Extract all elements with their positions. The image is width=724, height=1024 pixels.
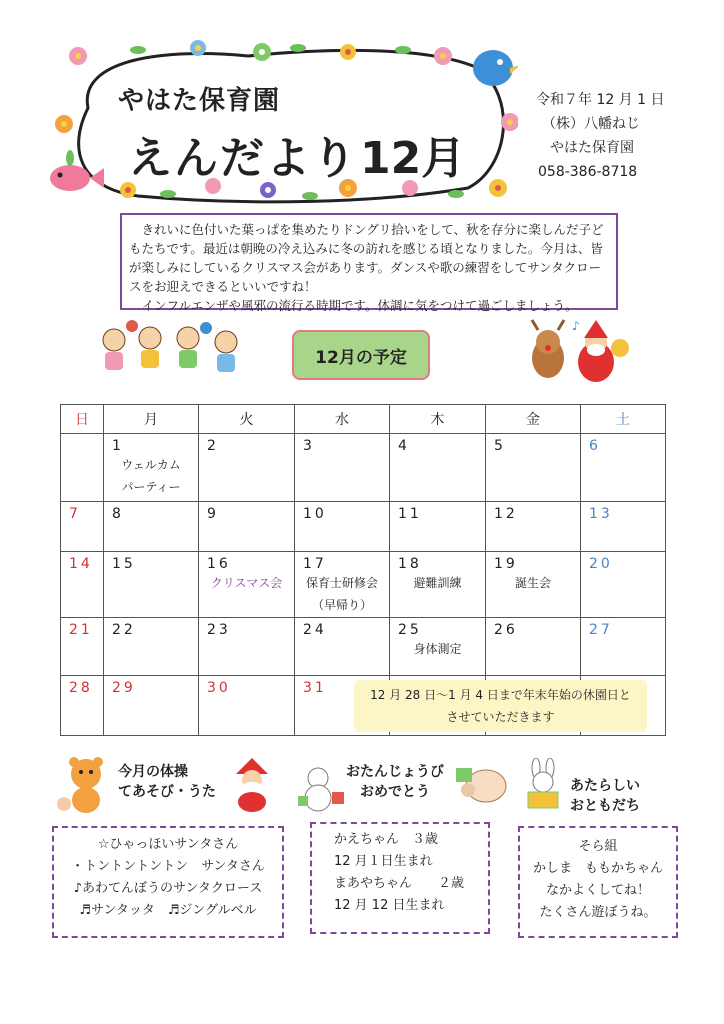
bear-icon xyxy=(69,757,103,813)
day-number: 3 xyxy=(303,438,315,454)
weekday-sunday: 日 xyxy=(61,405,104,434)
event-label: 身体測定 xyxy=(413,642,462,656)
newsletter-title: えんだより xyxy=(128,133,358,184)
newsletter-month: 12月 xyxy=(360,133,466,184)
weekday-header-row xyxy=(61,405,666,434)
exercise-title-line: てあそび・うた xyxy=(118,784,216,800)
calendar-cell xyxy=(295,502,390,552)
nursery-name: やはた保育園 xyxy=(118,86,281,116)
new-friends-box xyxy=(518,826,678,938)
calendar-cell xyxy=(581,434,666,502)
day-number: 19 xyxy=(494,556,518,572)
calendar-week-row xyxy=(61,502,666,552)
intro-paragraph: きれいに色付いた葉っぱを集めたりドングリ拾いをして、秋を存分に楽しんだ子どもたちです。最近は朝晩の冷え込みに冬の訪れを感じる頃となりました。今月は、皆が楽しみにしているクリスマス会があります。ダンスや歌の練習をしてサンタクロースをお迎えできるといいですね！ xyxy=(129,222,604,294)
intro-paragraph: インフルエンザや風邪の流行る時期です。体調に気をつけて過ごしましょう。 xyxy=(129,298,578,313)
new-friends-item: そら組 xyxy=(578,839,618,854)
day-number: 21 xyxy=(69,622,93,638)
sheep-gift-illustration xyxy=(452,764,510,810)
day-number: 16 xyxy=(207,556,231,572)
day-number: 10 xyxy=(303,506,327,522)
intro-box xyxy=(120,213,618,313)
new-friends-title-line: おともだち xyxy=(570,798,640,814)
birthday-box xyxy=(310,822,490,934)
calendar-week-row xyxy=(61,552,666,618)
day-number: 14 xyxy=(69,556,93,572)
calendar-cell xyxy=(104,502,199,552)
event-label: クリスマス会 xyxy=(210,576,283,590)
reindeer-icon xyxy=(532,320,564,378)
day-number: 1 xyxy=(112,438,124,454)
phone-number: 058-386-8718 xyxy=(538,164,638,180)
nursery-label: やはた保育園 xyxy=(550,140,634,156)
holiday-note-line: 12 月 28 日～1 月 4 日まで年末年始の休園日と xyxy=(370,688,631,702)
music-note-icon: ♪ xyxy=(572,319,580,333)
santa-icon xyxy=(236,758,268,812)
weekday-tuesday: 火 xyxy=(199,405,295,434)
calendar-cell xyxy=(390,552,486,618)
calendar-cell xyxy=(199,676,295,736)
bird-icon xyxy=(57,797,71,811)
day-number: 26 xyxy=(494,622,518,638)
calendar-cell xyxy=(486,552,581,618)
santa-icon xyxy=(578,320,629,382)
calendar-cell xyxy=(61,676,104,736)
issue-date: 令和７年 12 月 1 日 xyxy=(536,92,665,108)
new-friends-item: たくさん遊ぼうね。 xyxy=(539,905,657,920)
calendar-cell xyxy=(104,552,199,618)
songs-box xyxy=(52,826,284,938)
holiday-note xyxy=(354,680,647,732)
day-number: 4 xyxy=(398,438,410,454)
pink-fish-icon xyxy=(50,165,104,191)
day-number: 20 xyxy=(589,556,613,572)
day-number: 6 xyxy=(589,438,601,454)
calendar-cell xyxy=(581,618,666,676)
birthday-title-line: おめでとう xyxy=(360,784,430,800)
calendar-cell xyxy=(104,618,199,676)
new-friends-title xyxy=(570,776,640,816)
birthday-item: まあやちゃん ２歳 xyxy=(334,876,465,891)
day-number: 8 xyxy=(112,506,124,522)
blue-bird-icon xyxy=(473,50,518,86)
calendar-cell xyxy=(61,618,104,676)
new-friends-title-line: あたらしい xyxy=(570,778,640,794)
event-label: （早帰り） xyxy=(311,598,372,612)
day-number: 23 xyxy=(207,622,231,638)
ball-icon xyxy=(200,322,212,334)
birthday-item: かえちゃん ３歳 xyxy=(334,832,439,847)
event-label: 誕生会 xyxy=(514,576,551,590)
exercise-title xyxy=(118,762,216,802)
day-number: 25 xyxy=(398,622,422,638)
issuer-block xyxy=(536,88,665,184)
day-number: 30 xyxy=(207,680,231,696)
song-item: ♬サンタッタ ♬ジングルベル xyxy=(79,903,257,918)
snowman-icon xyxy=(298,768,344,811)
exercise-title-line: 今月の体操 xyxy=(118,764,188,780)
calendar-cell xyxy=(295,618,390,676)
rabbit-illustration xyxy=(522,758,566,812)
calendar-cell xyxy=(104,676,199,736)
snowman-illustration xyxy=(296,762,346,812)
calendar-cell xyxy=(199,434,295,502)
weekday-thursday: 木 xyxy=(390,405,486,434)
day-number: 5 xyxy=(494,438,506,454)
weekday-saturday: 土 xyxy=(581,405,666,434)
calendar-cell-empty xyxy=(61,434,104,502)
calendar-cell xyxy=(486,502,581,552)
calendar-cell xyxy=(199,502,295,552)
weekday-monday: 月 xyxy=(104,405,199,434)
birthday-title xyxy=(346,762,444,802)
company-name: （株）八幡ねじ xyxy=(542,116,640,132)
day-number: 9 xyxy=(207,506,219,522)
calendar-cell xyxy=(390,434,486,502)
day-number: 27 xyxy=(589,622,613,638)
birthday-item: 12 月 12 日生まれ xyxy=(334,898,445,913)
children-illustration xyxy=(96,320,246,382)
day-number: 29 xyxy=(112,680,136,696)
gift-icon xyxy=(332,792,344,804)
day-number: 11 xyxy=(398,506,422,522)
rabbit-icon xyxy=(528,758,558,808)
day-number: 2 xyxy=(207,438,219,454)
day-number: 12 xyxy=(494,506,518,522)
birthday-item: 12 月１日生まれ xyxy=(334,854,433,869)
weekday-wednesday: 水 xyxy=(295,405,390,434)
calendar-cell xyxy=(581,552,666,618)
day-number: 22 xyxy=(112,622,136,638)
santa-reindeer-illustration xyxy=(522,318,632,388)
day-number: 24 xyxy=(303,622,327,638)
calendar-cell xyxy=(486,618,581,676)
bear-illustration xyxy=(56,752,120,816)
calendar-cell xyxy=(390,618,486,676)
event-label: 保育士研修会 xyxy=(305,576,378,590)
calendar-cell xyxy=(390,502,486,552)
day-number: 18 xyxy=(398,556,422,572)
calendar-cell xyxy=(295,434,390,502)
day-number: 17 xyxy=(303,556,327,572)
day-number: 13 xyxy=(589,506,613,522)
day-number: 15 xyxy=(112,556,136,572)
schedule-title: 12月の予定 xyxy=(292,330,430,380)
song-item: ☆ひゃっほいサンタさん xyxy=(97,837,239,852)
song-item: ♪あわてんぼうのサンタクロース xyxy=(73,881,263,896)
santa-illustration xyxy=(226,756,278,812)
gift-icon xyxy=(456,768,472,782)
new-friends-item: なかよくしてね！ xyxy=(545,883,650,898)
event-label: ウェルカム xyxy=(121,458,181,472)
calendar-week-row xyxy=(61,434,666,502)
event-label: 避難訓練 xyxy=(413,576,462,590)
calendar-cell xyxy=(61,552,104,618)
new-friends-item: かしま ももかちゃん xyxy=(532,861,663,876)
birthday-title-line: おたんじょうび xyxy=(346,764,444,780)
song-item: ・トントントントン サンタさん xyxy=(71,859,265,874)
calendar-week-row xyxy=(61,618,666,676)
calendar-cell xyxy=(295,552,390,618)
day-number: 7 xyxy=(69,506,81,522)
ball-icon xyxy=(126,320,138,332)
day-number: 31 xyxy=(303,680,327,696)
calendar-cell xyxy=(104,434,199,502)
child-icon xyxy=(103,327,237,372)
event-label: パーティー xyxy=(121,480,181,494)
calendar-cell xyxy=(486,434,581,502)
calendar-cell xyxy=(199,552,295,618)
calendar-cell xyxy=(61,502,104,552)
calendar-cell xyxy=(581,502,666,552)
calendar-cell xyxy=(199,618,295,676)
weekday-friday: 金 xyxy=(486,405,581,434)
holiday-note-line: させていただきます xyxy=(446,710,555,724)
day-number: 28 xyxy=(69,680,93,696)
